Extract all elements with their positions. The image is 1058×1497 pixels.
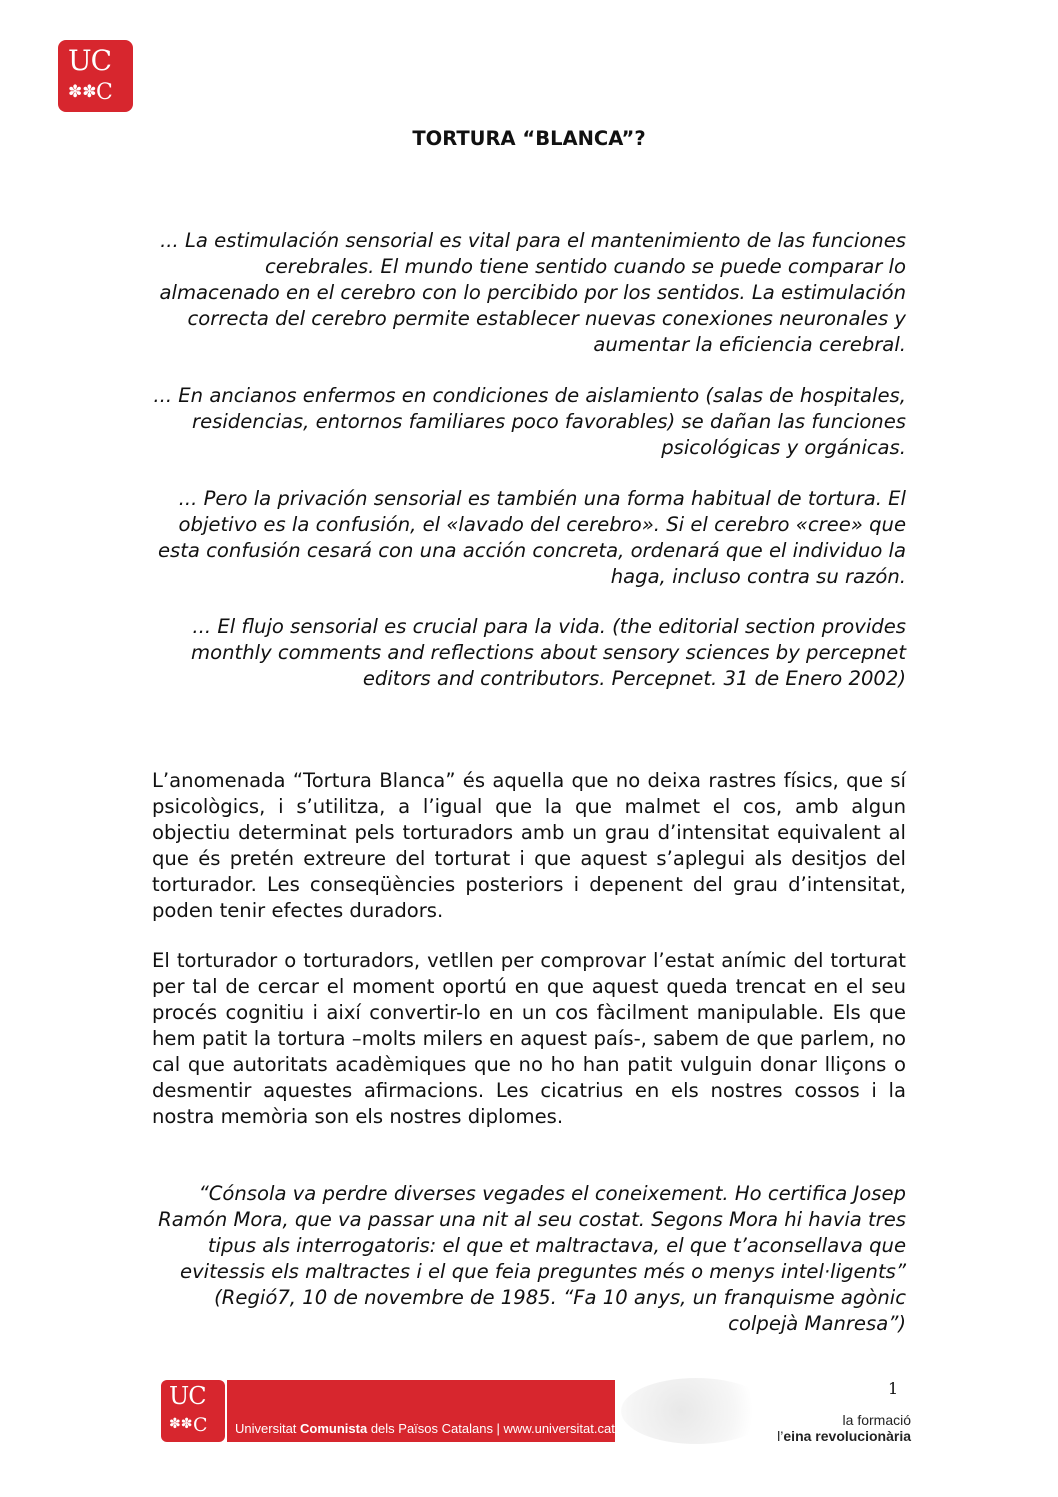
body-paragraph-2: El torturador o torturadors, vetllen per comprovar l’estat anímic del torturat per tal de cercar el moment oportú en que aquest queda trencat en el seu procés cognitiu i així convertir-lo en un cos fàcilment manipulable. Els que hem patit la tortura –molts milers en aquest país-, sabem de que parlem, no cal que autoritats acadèmiques que no ho han patit vulguin donar lliçons o desmentir aquestes afirmacions. Les cicatrius en els nostres cossos i la nostra memòria son els nostres diplomes.	[152, 949, 906, 1128]
footer-logo-letters-bottom: C	[193, 1414, 208, 1436]
footer-band	[227, 1380, 615, 1442]
footer-logo-letters-top: UC	[169, 1382, 206, 1410]
slogan-line-2-bold: eina revolucionària	[783, 1428, 911, 1444]
page-footer	[161, 1378, 911, 1444]
logo-letters-bottom: C	[96, 80, 113, 105]
footer-band-bold: Comunista	[300, 1421, 368, 1436]
slogan-line-1: la formació	[842, 1412, 911, 1428]
epigraph-quote-4: ... El flujo sensorial es crucial para la vida. (the editorial section provides monthly comments and reflections about sensory sciences by percepnet editors and contributors. Percepnet. 31 de Enero 2002)	[191, 615, 906, 690]
footer-band-prefix: Universitat	[235, 1421, 301, 1436]
footer-band-text	[235, 1421, 615, 1436]
slogan-line-2	[777, 1428, 911, 1444]
university-logo	[58, 40, 133, 112]
footer-emblem-icon	[621, 1378, 771, 1444]
epigraph-quote-2: ... En ancianos enfermos en condiciones de aislamiento (salas de hospitales, residencias, entornos familiares poco favorables) se dañan las funciones psicológicas y orgánicas.	[153, 384, 906, 459]
page-number: 1	[888, 1379, 899, 1398]
logo-symbol-icon: ✽✽	[68, 82, 97, 102]
logo-letters-top: UC	[68, 44, 112, 77]
footer-band-suffix: dels Països Catalans | www.universitat.cat	[367, 1421, 615, 1436]
body-paragraph-1: L’anomenada “Tortura Blanca” és aquella que no deixa rastres físics, que sí psicològics, i s’utilitza, a l’igual que la que malmet el cos, amb algun objectiu determinat pels torturadors amb un grau d’intensitat equivalent al que és pretén extreure del torturat i que aquest s’aplegui als desitjos del torturador. Les conseqüències posteriors i depenent del grau d’intensitat, poden tenir efectes duradors.	[152, 769, 906, 922]
footer-slogan	[777, 1412, 911, 1444]
footer-logo-symbol-icon: ✽✽	[169, 1416, 193, 1432]
footer-logo	[161, 1380, 225, 1442]
epigraph-quote-3: ... Pero la privación sensorial es también una forma habitual de tortura. El objetivo es la confusión, el «lavado del cerebro». Si el cerebro «cree» que esta confusión cesará con una acción concreta, ordenará que el individuo la haga, incluso contra su razón.	[157, 487, 906, 588]
closing-quote: “Cónsola va perdre diverses vegades el coneixement. Ho certifica Josep Ramón Mora, que va passar una nit al seu costat. Segons Mora hi havia tres tipus als interrogatoris: el que et maltractava, el que t’aconsellava que evitessis els maltractes i el que feia preguntes més o menys intel·ligents” (Regió7, 10 de novembre de 1985. “Fa 10 anys, un franquisme agònic colpejà Manresa”)	[158, 1182, 906, 1335]
epigraph-quote-1: ... La estimulación sensorial es vital para el mantenimiento de las funciones cerebrales. El mundo tiene sentido cuando se puede comparar lo almacenado en el cerebro con lo percibido por los sentidos. La estimulación correcta del cerebro permite establecer nuevas conexiones neuronales y aumentar la eficiencia cerebral.	[159, 229, 906, 356]
document-title: TORTURA “BLANCA”?	[412, 127, 646, 150]
slogan-line-2-prefix: l’	[777, 1428, 784, 1444]
